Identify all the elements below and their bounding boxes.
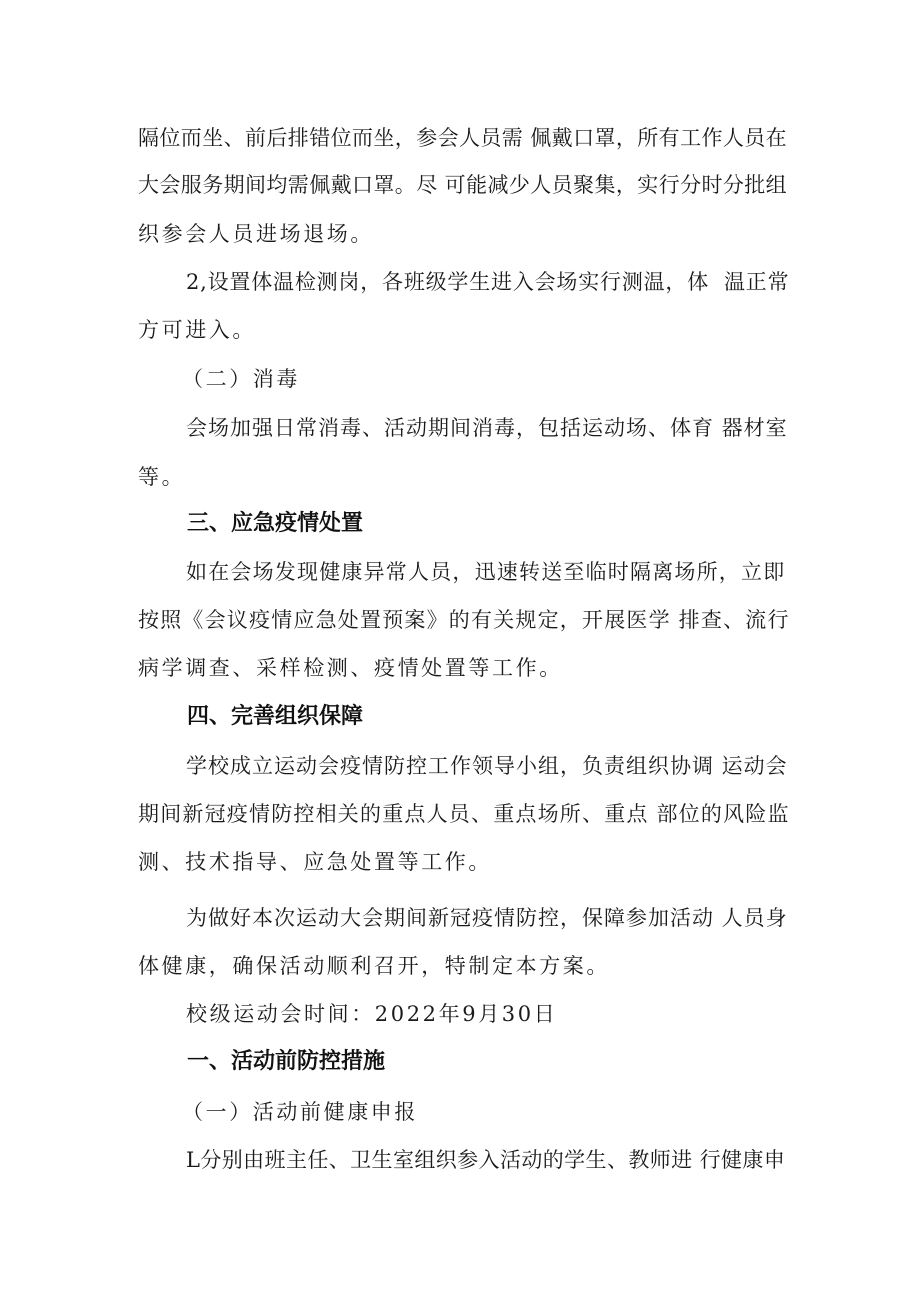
paragraph-line: 期间新冠疫情防控相关的重点人员、重点场所、重点 部位的风险监 bbox=[138, 802, 790, 826]
paragraph-line: 大会服务期间均需佩戴口罩。尽 可能减少人员聚集，实行分时分批组 bbox=[138, 173, 788, 197]
paragraph-line: 2,设置体温检测岗，各班级学生进入会场实行测温，体 温正常 bbox=[186, 270, 790, 294]
subsection-heading: （二）消毒 bbox=[182, 367, 300, 391]
paragraph-line: 为做好本次运动大会期间新冠疫情防控，保障参加活动 人员身 bbox=[186, 906, 788, 930]
paragraph-line: 方可进入。 bbox=[138, 318, 256, 342]
paragraph-line: 体健康，确保活动顺利召开，特制定本方案。 bbox=[138, 954, 610, 978]
paragraph-line: 会场加强日常消毒、活动期间消毒，包括运动场、体育 器材室 bbox=[186, 416, 788, 440]
paragraph-line: 隔位而坐、前后排错位而坐，参会人员需 佩戴口罩，所有工作人员在 bbox=[138, 126, 788, 150]
section-heading: 一、活动前防控措施 bbox=[187, 1049, 386, 1074]
paragraph-line: L分别由班主任、卫生室组织参入活动的学生、教师进 行健康申 bbox=[186, 1148, 786, 1172]
section-heading: 三、应急疫情处置 bbox=[187, 511, 364, 536]
paragraph-line: 按照《会议疫情应急处置预案》的有关规定，开展医学 排查、流行 bbox=[138, 608, 790, 632]
paragraph-line: 织参会人员进场退场。 bbox=[138, 222, 374, 246]
paragraph-line: 测、技术指导、应急处置等工作。 bbox=[138, 850, 492, 874]
paragraph-line: 等。 bbox=[138, 465, 186, 489]
section-heading: 四、完善组织保障 bbox=[187, 704, 364, 729]
subsection-heading: （一）活动前健康申报 bbox=[182, 1100, 418, 1124]
paragraph-line: 如在会场发现健康异常人员，迅速转送至临时隔离场所，立即 bbox=[186, 560, 786, 584]
paragraph-line: 学校成立运动会疫情防控工作领导小组，负责组织协调 运动会 bbox=[186, 754, 788, 778]
paragraph-line: 病学调查、采样检测、疫情处置等工作。 bbox=[138, 656, 563, 680]
meeting-date-line: 校级运动会时间：2022年9月30日 bbox=[186, 1002, 558, 1026]
